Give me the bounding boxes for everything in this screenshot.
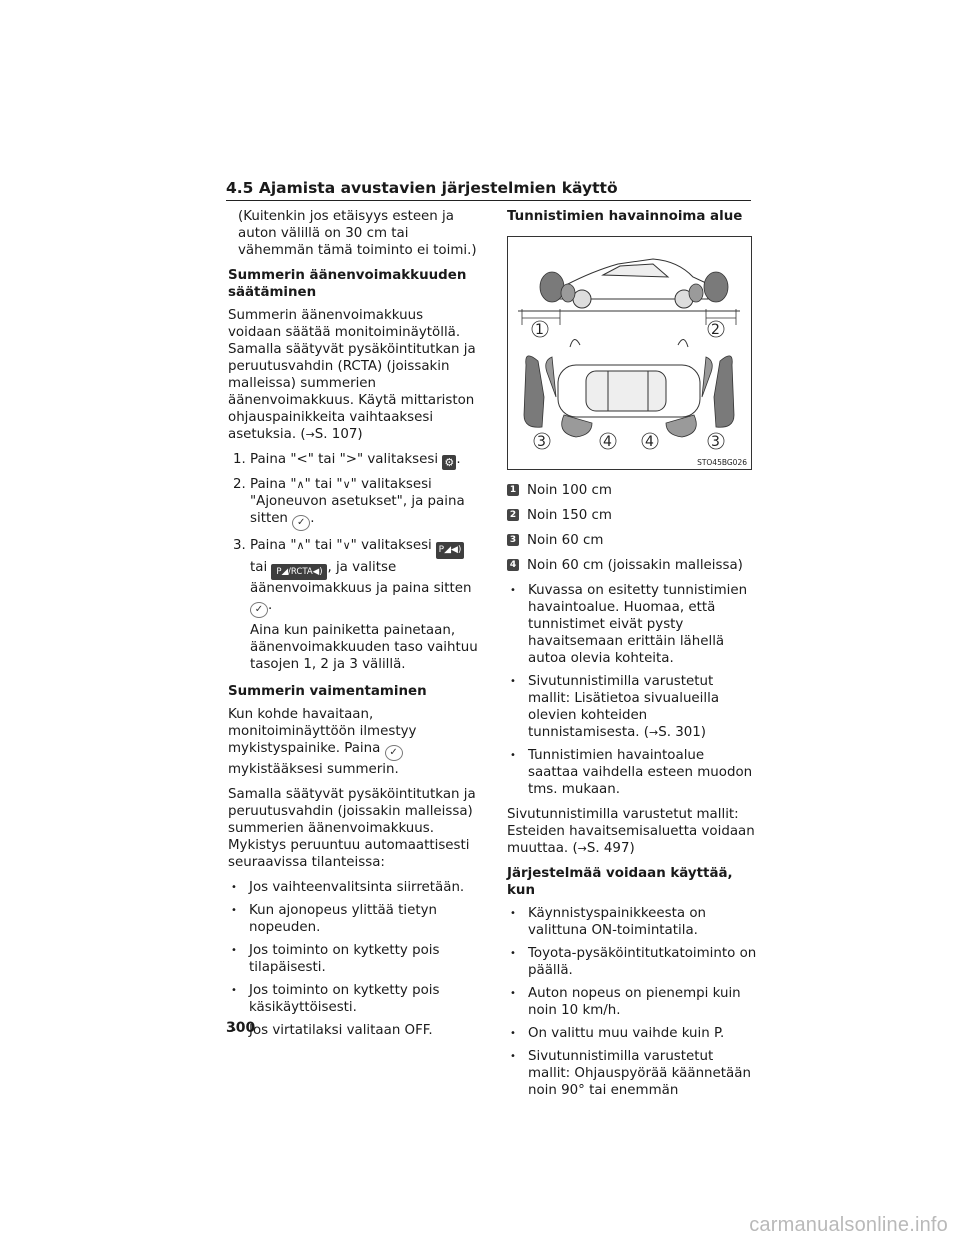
list-item: • Kuvassa on esitetty tunnistimien havaintoalue. Huomaa, että tunnistimet eivät pysty havaitsemaan erittäin lähellä autoa olevia kohteita. [507, 582, 757, 667]
side-sensor-paragraph: Sivutunnistimilla varustetut mallit: Esteiden havaitsemisaluetta voidaan muuttaa. (→S. 497) [507, 807, 755, 856]
list-item: • Sivutunnistimilla varustetut mallit: Lisätietoa sivualueilla olevien kohteiden tunnistamisesta. (→S. 301) [507, 673, 757, 741]
callout-3: 3 [537, 434, 546, 450]
step-3-continuation: Aina kun painiketta painetaan, äänenvoimakkuuden taso vaihtuu tasojen 1, 2 ja 3 välillä. [250, 623, 478, 672]
number-badge-icon: 2 [507, 509, 519, 521]
ok-button-icon: ✓ [250, 602, 268, 618]
range-item-1: 1 Noin 100 cm [507, 482, 757, 499]
list-item: • Jos virtatilaksi valitaan OFF. [228, 1022, 478, 1039]
usage-heading: Järjestelmää voidaan käyttää, kun [507, 866, 733, 898]
range-item-3: 3 Noin 60 cm [507, 532, 757, 549]
mute-button-icon: ✓ [385, 745, 403, 761]
ok-button-icon: ✓ [292, 515, 310, 531]
down-arrow-icon: ∨ [342, 539, 351, 552]
number-badge-icon: 3 [507, 534, 519, 546]
volume-heading: Summerin äänenvoimakkuuden säätäminen [228, 268, 467, 300]
mute-paragraph: Kun kohde havaitaan, monitoiminäyttöön ilmestyy mykistyspainike. Paina ✓ mykistääksesi summerin. [228, 707, 417, 777]
list-item: • Käynnistyspainikkeesta on valittuna ON-toimintatila. [507, 905, 757, 939]
callout-1: 1 [535, 322, 544, 338]
usage-conditions-list [507, 905, 757, 1099]
detection-notes-list [507, 582, 757, 798]
list-item: • Tunnistimien havaintoalue saattaa vaihdella esteen muodon tms. mukaan. [507, 747, 757, 798]
mute-details: Samalla säätyvät pysäköintitutkan ja peruutusvahdin (joissakin malleissa) summerien äänenvoimakkuus. Mykistys peruuntuu automaattisesti seuraavissa tilanteissa: [228, 787, 476, 870]
list-item: • Toyota-pysäköintitutkatoiminto on päällä. [507, 945, 757, 979]
list-item: • Jos vaihteenvalitsinta siirretään. [228, 879, 478, 896]
page-reference: S. 107) [314, 427, 363, 442]
callout-4: 4 [603, 434, 612, 450]
step-2: 2. Paina "∧" tai "∨" valitaksesi "Ajoneuvon asetukset", ja paina sitten ✓ . [233, 476, 478, 531]
reference-arrow-icon: → [577, 842, 587, 855]
section-header: 4.5 Ajamista avustavien järjestelmien käyttö [226, 178, 751, 201]
up-arrow-icon: ∧ [296, 539, 305, 552]
range-item-4: 4 Noin 60 cm (joissakin malleissa) [507, 557, 757, 574]
number-badge-icon: 4 [507, 559, 519, 571]
figure-code: STO45BG026 [697, 458, 747, 467]
list-item: • Auton nopeus on pienempi kuin noin 10 km/h. [507, 985, 757, 1019]
page-number: 300 [226, 1020, 256, 1036]
list-item: • Jos toiminto on kytketty pois tilapäisesti. [228, 942, 478, 976]
list-item: • Sivutunnistimilla varustetut mallit: Ohjauspyörää käännetään noin 90° tai enemmän [507, 1048, 757, 1099]
detection-area-figure [507, 236, 752, 470]
up-arrow-icon: ∧ [296, 478, 305, 491]
mute-heading: Summerin vaimentaminen [228, 684, 427, 699]
left-column [228, 208, 478, 1047]
sensor-diagram [508, 237, 750, 468]
list-item: • Kun ajonopeus ylittää tietyn nopeuden. [228, 902, 478, 936]
car-top-view [558, 365, 700, 417]
down-arrow-icon: ∨ [342, 478, 351, 491]
watermark-text: carmanualsonline.info [749, 1214, 948, 1236]
step-1: 1. Paina "<" tai ">" valitaksesi ⚙ . [233, 452, 461, 469]
list-item: • Jos toiminto on kytketty pois käsikäyttöisesti. [228, 982, 478, 1016]
mute-cancel-list [228, 879, 478, 1039]
callout-2: 2 [711, 322, 720, 338]
parking-sound-icon: P◢◀) [436, 542, 464, 559]
parking-rcta-sound-icon: P◢/RCTA◀) [271, 564, 327, 580]
list-item: • On valittu muu vaihde kuin P. [507, 1025, 757, 1042]
settings-gear-icon: ⚙ [442, 455, 456, 470]
reference-arrow-icon: → [649, 726, 659, 739]
callout-3b: 3 [711, 434, 720, 450]
reference-arrow-icon: → [305, 428, 315, 441]
detection-heading: Tunnistimien havainnoima alue [507, 209, 743, 224]
intro-text: (Kuitenkin jos etäisyys esteen ja auton välillä on 30 cm tai vähemmän tämä toiminto ei toimi.) [238, 209, 477, 258]
volume-paragraph: Summerin äänenvoimakkuus voidaan säätää monitoiminäytöllä. Samalla säätyvät pysäköintitutkan ja peruutusvahdin (RCTA) (joissakin malleissa) summerien äänenvoimakkuus. Käytä mittariston ohjauspainikkeita vaihtaaksesi asetuksia. (→S. 107) [228, 308, 476, 442]
step-3: 3. Paina "∧" tai "∨" valitaksesi P◢◀) tai P◢/RCTA◀) , ja valitse äänenvoimakkuus ja paina sitten ✓ . Aina kun painiketta painetaan, äänenvoimakkuuden taso vaihtuu tasojen 1, 2 ja 3 välillä. [233, 538, 478, 672]
right-column [507, 208, 757, 1107]
car-side-view [558, 259, 708, 308]
callout-4b: 4 [645, 434, 654, 450]
number-badge-icon: 1 [507, 484, 519, 496]
range-item-2: 2 Noin 150 cm [507, 507, 757, 524]
